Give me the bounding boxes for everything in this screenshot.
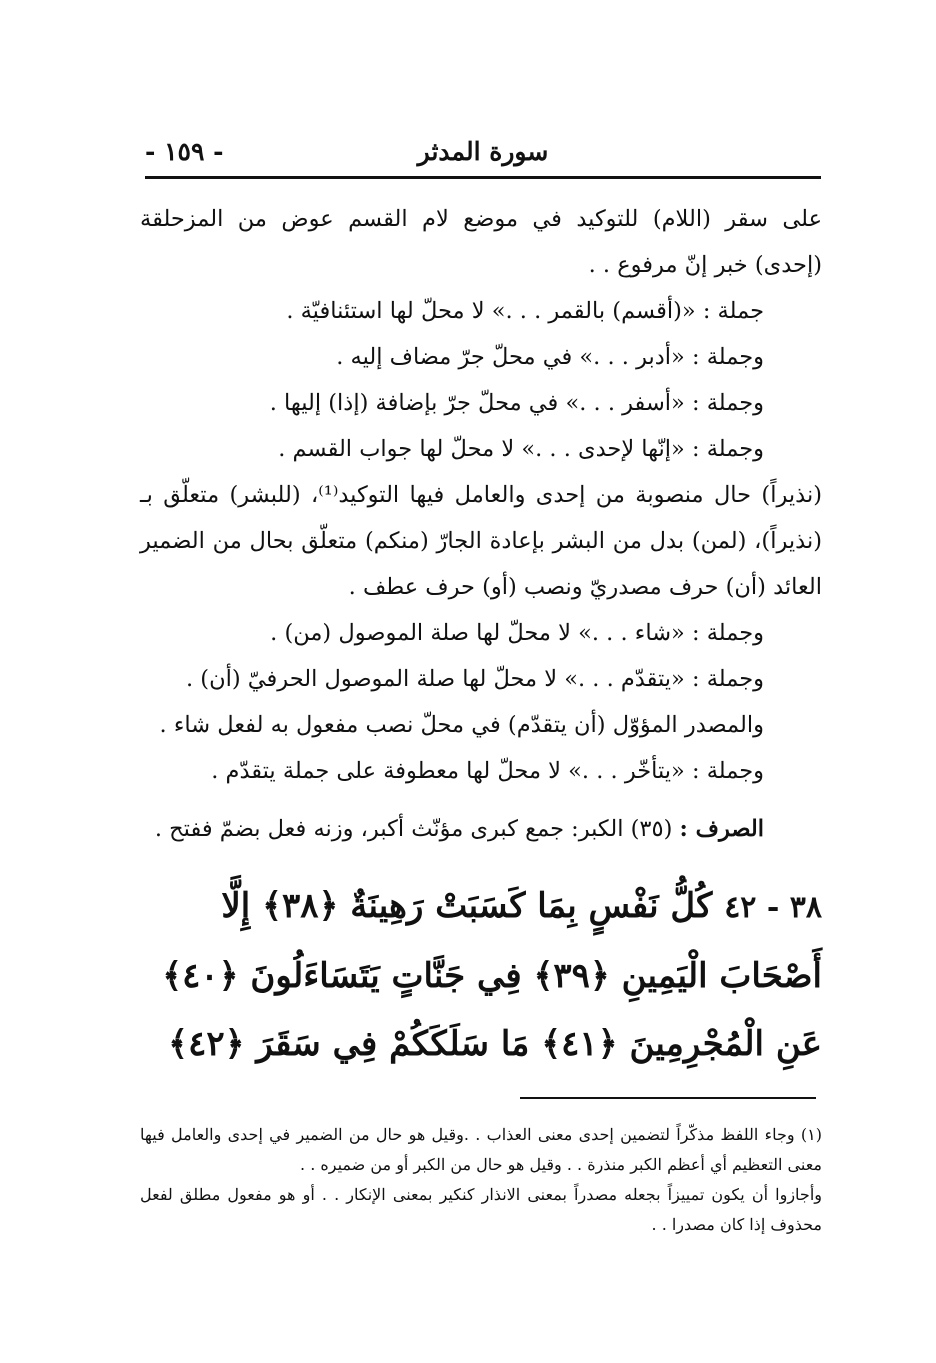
footnote-line: (١) وجاء اللفظ مذكّراً لتضمين إحدى معنى العذاب . .وقيل هو حال من الضمير في إحدى والعامل فيها معنى التعظيم أي أعظم الكبر منذرة . . وقيل هو حال من الكبر أو من ضميره . . bbox=[140, 1125, 822, 1174]
verse-text: كُلُّ نَفْسٍ بِمَا كَسَبَتْ رَهِينَةٌ ﴿٣٨﴾ إِلَّا أَصْحَابَ الْيَمِينِ ﴿٣٩﴾ فِي جَنَّاتٍ يَتَسَاءَلُونَ ﴿٤٠﴾ عَنِ الْمُجْرِمِينَ ﴿٤١﴾ مَا سَلَكَكُمْ فِي سَقَرَ ﴿٤٢﴾ bbox=[162, 886, 822, 1064]
sentence-analysis: وجملة : «يتقدّم . . .» لا محلّ لها صلة الموصول الحرفيّ (أن) . bbox=[185, 666, 764, 692]
sentence-analysis: وجملة : «إنّها لإحدى . . .» لا محلّ لها جواب القسم . bbox=[278, 436, 764, 462]
header-rule bbox=[145, 176, 821, 179]
sarf-text: (٣٥) الكبر: جمع كبرى مؤنّث أكبر، وزنه فعل بضمّ ففتح . bbox=[154, 816, 673, 842]
footnote-line: وأجازوا أن يكون تمييزاً بجعله مصدراً بمعنى الانذار كنكير بمعنى الإنكار . . أو هو مفعول مطلق لفعل محذوف إذا كان مصدرا . . bbox=[140, 1185, 822, 1234]
quran-verses bbox=[140, 872, 822, 1078]
sentence-analysis: وجملة : «شاء . . .» لا محلّ لها صلة الموصول (من) . bbox=[270, 620, 764, 646]
sentence-analysis: والمصدر المؤوّل (أن يتقدّم) في محلّ نصب مفعول به لفعل شاء . bbox=[159, 712, 764, 738]
text-paragraph: على سقر (اللام) للتوكيد في موضع لام القسم عوض من المزحلقة (إحدى) خبر إنّ مرفوع . . bbox=[140, 206, 822, 278]
main-text bbox=[140, 196, 822, 852]
surah-title: سورة المدثر bbox=[417, 137, 549, 166]
page-header bbox=[145, 135, 821, 175]
footnote-rule bbox=[520, 1097, 816, 1099]
sentence-analysis: وجملة : «أدبر . . .» في محلّ جرّ مضاف إليه . bbox=[336, 344, 764, 370]
sarf-label: الصرف : bbox=[679, 816, 764, 842]
sentence-analysis: وجملة : «أسفر . . .» في محلّ جرّ بإضافة (إذا) إليها . bbox=[269, 390, 764, 416]
sentence-analysis: جملة : «(أقسم) بالقمر . . .» لا محلّ لها استئنافيّة . bbox=[286, 298, 764, 324]
sarf-section bbox=[140, 806, 822, 852]
verse-range: ٣٨ - ٤٢ bbox=[724, 890, 822, 925]
footnotes bbox=[140, 1120, 822, 1240]
sentence-analysis: وجملة : «يتأخّر . . .» لا محلّ لها معطوفة على جملة يتقدّم . bbox=[211, 758, 764, 784]
page-number: - ١٥٩ - bbox=[145, 137, 224, 166]
text-paragraph: (نذيراً) حال منصوبة من إحدى والعامل فيها التوكيد⁽¹⁾، (للبشر) متعلّق بـ (نذيراً)، (لمن) بدل من البشر بإعادة الجارّ (منكم) متعلّق بحال من الضمير العائد (أن) حرف مصدريّ ونصب (أو) حرف عطف . bbox=[140, 482, 822, 600]
